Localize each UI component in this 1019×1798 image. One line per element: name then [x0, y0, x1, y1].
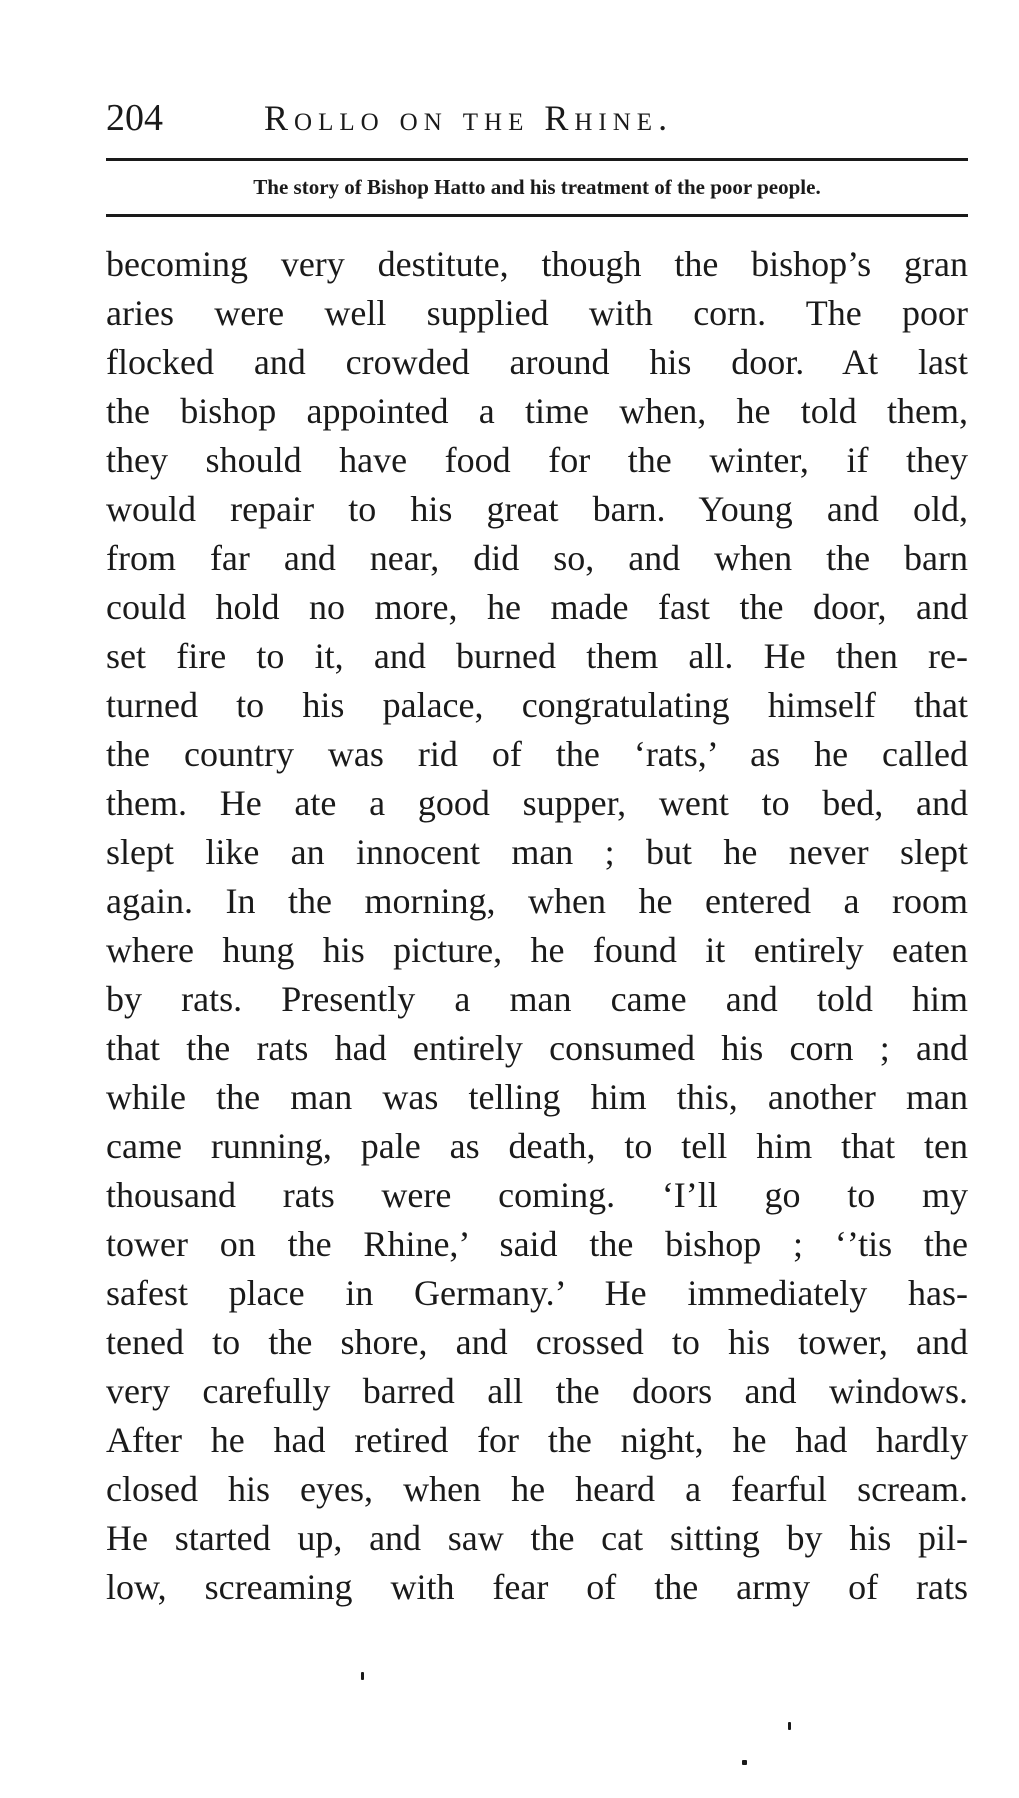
text-line: by rats. Presently a man came and told him	[106, 979, 968, 1019]
text-line: closed his eyes, when he heard a fearful scream.	[106, 1469, 968, 1509]
chapter-subtitle: The story of Bishop Hatto and his treatment of the poor people.	[253, 175, 821, 199]
text-line: aries were well supplied with corn. The poor	[106, 293, 968, 333]
ink-speck	[788, 1722, 791, 1730]
text-line: becoming very destitute, though the bishop’s gran	[106, 244, 968, 284]
header-rule-bottom	[106, 214, 968, 217]
text-line: where hung his picture, he found it entirely eaten	[106, 930, 968, 970]
text-line: thousand rats were coming. ‘I’ll go to my	[106, 1175, 968, 1215]
text-line: tower on the Rhine,’ said the bishop ; ‘’tis the	[106, 1224, 968, 1264]
text-line: they should have food for the winter, if they	[106, 440, 968, 480]
text-line: came running, pale as death, to tell him that ten	[106, 1126, 968, 1166]
body-text	[106, 240, 968, 1612]
text-line: them. He ate a good supper, went to bed, and	[106, 783, 968, 823]
text-line: flocked and crowded around his door. At last	[106, 342, 968, 382]
text-line: the bishop appointed a time when, he told them,	[106, 391, 968, 431]
text-line: could hold no more, he made fast the door, and	[106, 587, 968, 627]
header-rule-top	[106, 158, 968, 161]
text-line: After he had retired for the night, he had hardly	[106, 1420, 968, 1460]
text-line: the country was rid of the ‘rats,’ as he called	[106, 734, 968, 774]
text-line: slept like an innocent man ; but he never slept	[106, 832, 968, 872]
ink-speck	[742, 1760, 747, 1765]
text-line: turned to his palace, congratulating himself that	[106, 685, 968, 725]
text-line: again. In the morning, when he entered a room	[106, 881, 968, 921]
running-head	[106, 92, 966, 144]
text-line: while the man was telling him this, another man	[106, 1077, 968, 1117]
text-line: that the rats had entirely consumed his corn ; and	[106, 1028, 968, 1068]
page-number: 204	[106, 97, 163, 139]
ink-speck	[361, 1672, 364, 1680]
text-line: low, screaming with fear of the army of rats	[106, 1567, 968, 1607]
text-line: very carefully barred all the doors and windows.	[106, 1371, 968, 1411]
text-line: from far and near, did so, and when the barn	[106, 538, 968, 578]
book-title: Rollo on the Rhine.	[264, 98, 674, 138]
text-line: safest place in Germany.’ He immediately has-	[106, 1273, 968, 1313]
text-line: He started up, and saw the cat sitting by his pil-	[106, 1518, 968, 1558]
text-line: would repair to his great barn. Young and old,	[106, 489, 968, 529]
text-line: tened to the shore, and crossed to his tower, and	[106, 1322, 968, 1362]
text-line: set fire to it, and burned them all. He then re-	[106, 636, 968, 676]
